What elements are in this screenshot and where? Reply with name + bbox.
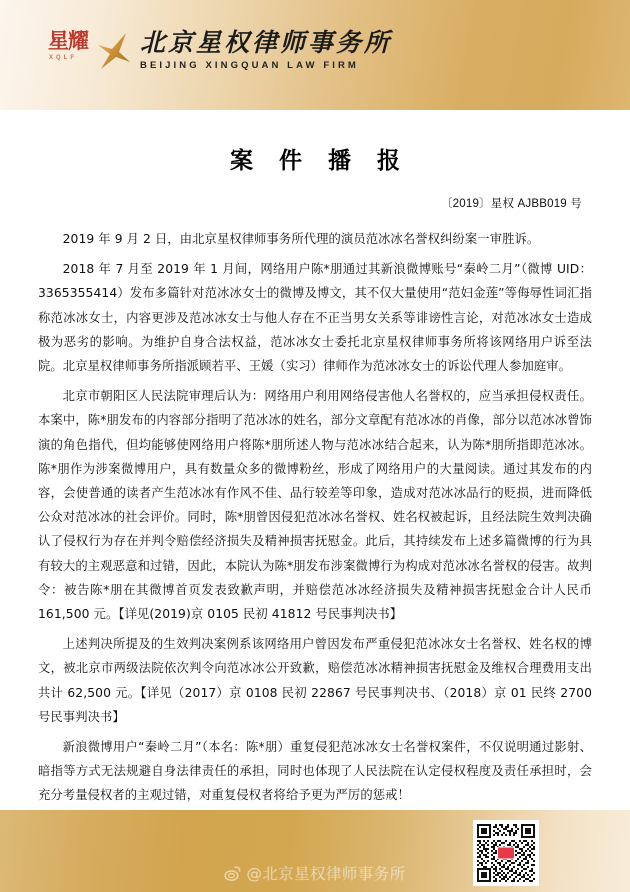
weibo-watermark <box>0 862 630 884</box>
firm-name-block <box>140 28 392 71</box>
paragraph-list <box>34 227 596 808</box>
star-icon <box>96 32 132 75</box>
firm-name-en: BEIJING XINGQUAN LAW FIRM <box>140 60 359 71</box>
qr-center-logo <box>497 847 515 860</box>
firm-name-cn: 北京星权律师事务所 <box>140 28 393 57</box>
logo-latin-abbrev: XQLF <box>49 55 77 61</box>
footer-banner <box>0 810 630 892</box>
weibo-handle: @北京星权律师事务所 <box>246 865 406 883</box>
document-reference-number: 〔2019〕星权 AJBB019 号 <box>440 198 582 210</box>
header-banner <box>0 0 630 110</box>
paragraph: 上述判决所提及的生效判决案例系该网络用户曾因发布严重侵犯范冰冰女士名誉权、姓名权的博文，被北京市两级法院依次判令向范冰冰公开致歉，赔偿范冰冰精神损害抚慰金及维权合理费用支出共计 62,500 元。【详见（2017）京 0108 民初 22867 号民事判决书、（2018）京 01 民终 2700 号民事判决书】 <box>38 637 592 724</box>
paragraph: 2018 年 7 月至 2019 年 1 月间，网络用户陈*朋通过其新浪微博账号“秦岭二月”（微博 UID：3365355414）发布多篇针对范冰冰女士的微博及博文，其不仅大量使用“范妇金莲”等侮辱性词汇指称范冰冰女士，内容更涉及范冰冰女士与他人存在不正当男女关系等诽谤性言论，对范冰冰女士造成极为恶劣的影响。为维护自身合法权益，范冰冰女士委托北京星权律师事务所将该网络用户诉至法院。北京星权律师事务所指派顾若平、王媛（实习）律师作为范冰冰女士的诉讼代理人参加庭审。 <box>38 262 592 374</box>
page-title: 案 件 播 报 <box>229 148 410 174</box>
paragraph: 北京市朝阳区人民法院审理后认为：网络用户利用网络侵害他人名誉权的，应当承担侵权责任。本案中，陈*朋发布的内容部分指明了范冰冰的姓名，部分文章配有范冰冰的肖像，部分以范冰冰曾饰演的角色指代，但均能够使网络用户将陈*朋所述人物与范冰冰结合起来，认为陈*朋所指即范冰冰。陈*朋作为涉案微博用户，具有数量众多的微博粉丝，形成了网络用户的大量阅读。通过其发布的内容，会使普通的读者产生范冰冰有作风不佳、品行较差等印象，造成对范冰冰品行的贬损，进而降低公众对范冰冰的社会评价。同时，陈*朋曾因侵犯范冰冰名誉权、姓名权被起诉，且经法院生效判决确认了侵权行为存在并判令赔偿经济损失及精神损害抚慰金。此后，其持续发布上述多篇微博的行为具有较大的主观恶意和过错，因此，本院认为陈*朋发布涉案微博行为构成对范冰冰名誉权的侵害。故判令：被告陈*朋在其微博首页发表致歉声明，并赔偿范冰冰经济损失及精神损害抚慰金合计人民币 161,500 元。【详见(2019)京 0105 民初 41812 号民事判决书】 <box>38 389 592 622</box>
paragraph: 2019 年 9 月 2 日，由北京星权律师事务所代理的演员范冰冰名誉权纠纷案一审胜诉。 <box>62 232 540 246</box>
firm-logo <box>48 28 132 74</box>
document-body <box>0 142 630 872</box>
paragraph: 新浪微博用户“秦岭二月”（本名：陈*朋）重复侵犯范冰冰女士名誉权案件，不仅说明通过影射、暗指等方式无法规避自身法律责任的承担，同时也体现了人民法院在认定侵权程度及责任承担时，会充分考量侵权者的主观过错，对重复侵权者将给予更为严厉的惩戒！ <box>38 740 592 803</box>
logo-characters: 星耀 <box>48 29 88 53</box>
weibo-icon <box>224 865 241 882</box>
brand-lockup <box>48 28 392 74</box>
